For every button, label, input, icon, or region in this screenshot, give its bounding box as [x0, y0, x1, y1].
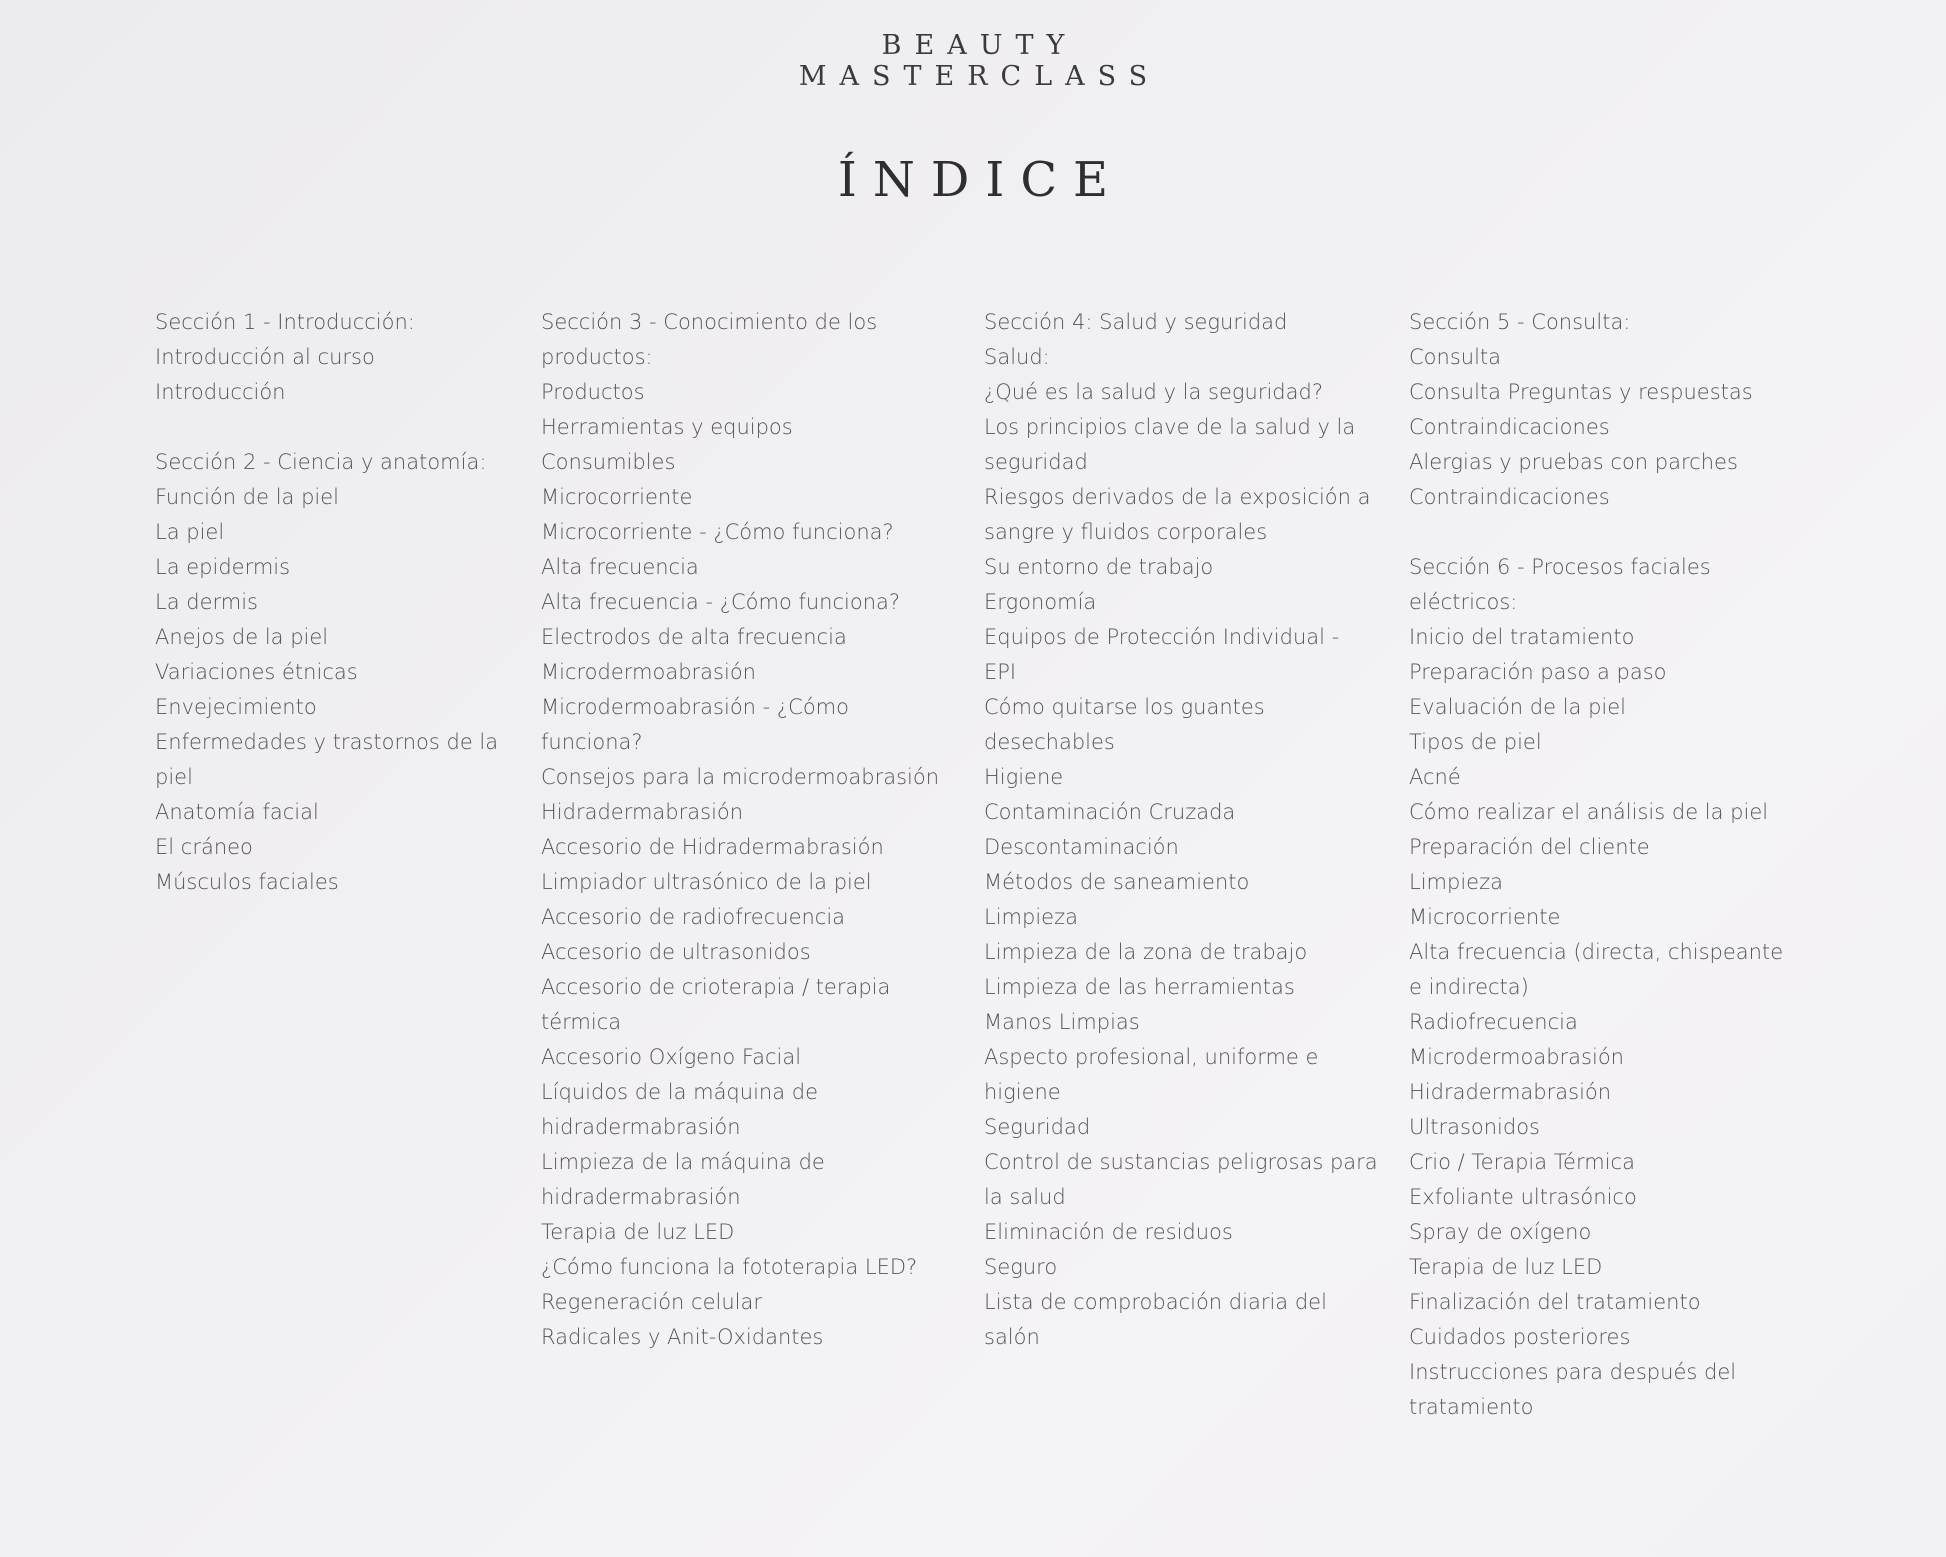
- toc-entry: Manos Limpias: [984, 1010, 1140, 1034]
- toc-column-4: [1409, 305, 1783, 1425]
- toc-entry: hidradermabrasión: [541, 1185, 741, 1209]
- toc-entry: térmica: [541, 1010, 622, 1034]
- toc-entry: productos:: [541, 345, 653, 369]
- toc-entry: Crio / Terapia Térmica: [1409, 1150, 1635, 1174]
- toc-entry: Variaciones étnicas: [155, 660, 358, 684]
- toc-entry: Hidradermabrasión: [541, 800, 744, 824]
- toc-entry: Ultrasonidos: [1409, 1115, 1540, 1139]
- toc-entry: Regeneración celular: [541, 1290, 762, 1314]
- toc-entry: Productos: [541, 380, 645, 404]
- toc-entry: Los principios clave de la salud y la: [984, 415, 1356, 439]
- toc-entry: Electrodos de alta frecuencia: [541, 625, 847, 649]
- toc-entry: seguridad: [984, 450, 1088, 474]
- toc-entry: salón: [984, 1325, 1040, 1349]
- toc-entry: higiene: [984, 1080, 1061, 1104]
- toc-entry: Accesorio Oxígeno Facial: [541, 1045, 802, 1069]
- toc-entry: Microcorriente: [541, 485, 693, 509]
- toc-entry: Músculos faciales: [155, 870, 339, 894]
- toc-entry: sangre y fluidos corporales: [984, 520, 1268, 544]
- section-spacer: [1409, 515, 1783, 550]
- section-heading: Sección 4: Salud y seguridad: [984, 310, 1288, 334]
- toc-entry: Riesgos derivados de la exposición a: [984, 485, 1371, 509]
- toc-entry: e indirecta): [1409, 975, 1529, 999]
- toc-entry: Alta frecuencia - ¿Cómo funciona?: [541, 590, 901, 614]
- toc-column-2: [541, 305, 939, 1355]
- toc-entry: Seguridad: [984, 1115, 1091, 1139]
- toc-entry: Microdermoabrasión - ¿Cómo: [541, 695, 849, 719]
- toc-entry: tratamiento: [1409, 1395, 1534, 1419]
- toc-entry: Consejos para la microdermoabrasión: [541, 765, 940, 789]
- toc-entry: El cráneo: [155, 835, 253, 859]
- toc-entry: Métodos de saneamiento: [984, 870, 1250, 894]
- section-heading: Sección 1 - Introducción:: [155, 310, 415, 334]
- toc-entry: Evaluación de la piel: [1409, 695, 1627, 719]
- toc-entry: eléctricos:: [1409, 590, 1518, 614]
- brand-line-2: MASTERCLASS: [798, 61, 1161, 92]
- toc-entry: Anejos de la piel: [155, 625, 329, 649]
- toc-entry: desechables: [984, 730, 1115, 754]
- toc-entry: Exfoliante ultrasónico: [1409, 1185, 1637, 1209]
- toc-entry: Alta frecuencia: [541, 555, 699, 579]
- toc-entry: Microdermoabrasión: [541, 660, 756, 684]
- toc-entry: Accesorio de ultrasonidos: [541, 940, 811, 964]
- brand-logo: [0, 30, 1946, 92]
- toc-entry: ¿Cómo funciona la fototerapia LED?: [541, 1255, 918, 1279]
- toc-entry: ¿Qué es la salud y la seguridad?: [984, 380, 1323, 404]
- section-heading: Sección 5 - Consulta:: [1409, 310, 1631, 334]
- toc-entry: Finalización del tratamiento: [1409, 1290, 1701, 1314]
- toc-entry: Aspecto profesional, uniforme e: [984, 1045, 1319, 1069]
- toc-entry: Hidradermabrasión: [1409, 1080, 1612, 1104]
- toc-entry: hidradermabrasión: [541, 1115, 741, 1139]
- toc-entry: EPI: [984, 660, 1017, 684]
- toc-entry: Microcorriente - ¿Cómo funciona?: [541, 520, 894, 544]
- toc-entry: Accesorio de Hidradermabrasión: [541, 835, 884, 859]
- toc-entry: Función de la piel: [155, 485, 339, 509]
- page-title: ÍNDICE: [837, 152, 1125, 208]
- toc-entry: La piel: [155, 520, 225, 544]
- toc-entry: la salud: [984, 1185, 1066, 1209]
- toc-entry: Consulta: [1409, 345, 1502, 369]
- toc-entry: Contraindicaciones: [1409, 415, 1610, 439]
- toc-entry: Preparación paso a paso: [1409, 660, 1667, 684]
- toc-entry: Consumibles: [541, 450, 676, 474]
- toc-entry: Spray de oxígeno: [1409, 1220, 1592, 1244]
- toc-entry: Microcorriente: [1409, 905, 1561, 929]
- toc-entry: Lista de comprobación diaria del: [984, 1290, 1327, 1314]
- toc-entry: Cuidados posteriores: [1409, 1325, 1631, 1349]
- toc-entry: Accesorio de radiofrecuencia: [541, 905, 846, 929]
- toc-entry: Control de sustancias peligrosas para: [984, 1150, 1378, 1174]
- toc-entry: Eliminación de residuos: [984, 1220, 1233, 1244]
- toc-entry: La dermis: [155, 590, 258, 614]
- toc-entry: La epidermis: [155, 555, 291, 579]
- toc-entry: Terapia de luz LED: [1409, 1255, 1603, 1279]
- section-heading: Sección 2 - Ciencia y anatomía:: [155, 450, 487, 474]
- toc-entry: Limpieza de la zona de trabajo: [984, 940, 1308, 964]
- toc-entry: Limpieza de la máquina de: [541, 1150, 825, 1174]
- toc-entry: Contaminación Cruzada: [984, 800, 1236, 824]
- toc-entry: Microdermoabrasión: [1409, 1045, 1624, 1069]
- toc-entry: Contraindicaciones: [1409, 485, 1610, 509]
- toc-entry: Herramientas y equipos: [541, 415, 793, 439]
- toc-entry: Envejecimiento: [155, 695, 317, 719]
- toc-entry: Tipos de piel: [1409, 730, 1542, 754]
- toc-entry: Descontaminación: [984, 835, 1179, 859]
- toc-entry: Salud:: [984, 345, 1050, 369]
- toc-entry: Acné: [1409, 765, 1461, 789]
- toc-entry: Enfermedades y trastornos de la: [155, 730, 499, 754]
- toc-entry: Cómo quitarse los guantes: [984, 695, 1265, 719]
- brand-line-1: BEAUTY: [881, 30, 1078, 61]
- toc-entry: Limpieza de las herramientas: [984, 975, 1295, 999]
- toc-entry: Limpiador ultrasónico de la piel: [541, 870, 872, 894]
- toc-entry: Cómo realizar el análisis de la piel: [1409, 800, 1769, 824]
- toc-entry: funciona?: [541, 730, 643, 754]
- toc-entry: Ergonomía: [984, 590, 1097, 614]
- toc-entry: Accesorio de crioterapia / terapia: [541, 975, 891, 999]
- toc-entry: Radicales y Anit-Oxidantes: [541, 1325, 824, 1349]
- toc-entry: Anatomía facial: [155, 800, 319, 824]
- toc-column-3: [984, 305, 1378, 1355]
- toc-entry: Introducción: [155, 380, 286, 404]
- toc-entry: Alta frecuencia (directa, chispeante: [1409, 940, 1784, 964]
- toc-entry: Su entorno de trabajo: [984, 555, 1214, 579]
- section-spacer: [155, 410, 498, 445]
- toc-entry: Introducción al curso: [155, 345, 375, 369]
- toc-entry: Instrucciones para después del: [1409, 1360, 1737, 1384]
- toc-entry: Higiene: [984, 765, 1064, 789]
- section-heading: Sección 3 - Conocimiento de los: [541, 310, 878, 334]
- section-heading: Sección 6 - Procesos faciales: [1409, 555, 1711, 579]
- toc-entry: Preparación del cliente: [1409, 835, 1650, 859]
- toc-entry: piel: [155, 765, 193, 789]
- toc-entry: Radiofrecuencia: [1409, 1010, 1578, 1034]
- toc-entry: Consulta Preguntas y respuestas: [1409, 380, 1753, 404]
- toc-column-1: [155, 305, 498, 900]
- toc-entry: Líquidos de la máquina de: [541, 1080, 819, 1104]
- toc-entry: Limpieza: [984, 905, 1078, 929]
- toc-entry: Seguro: [984, 1255, 1058, 1279]
- toc-entry: Limpieza: [1409, 870, 1503, 894]
- toc-entry: Equipos de Protección Individual -: [984, 625, 1340, 649]
- toc-entry: Inicio del tratamiento: [1409, 625, 1635, 649]
- toc-entry: Terapia de luz LED: [541, 1220, 735, 1244]
- toc-entry: Alergias y pruebas con parches: [1409, 450, 1738, 474]
